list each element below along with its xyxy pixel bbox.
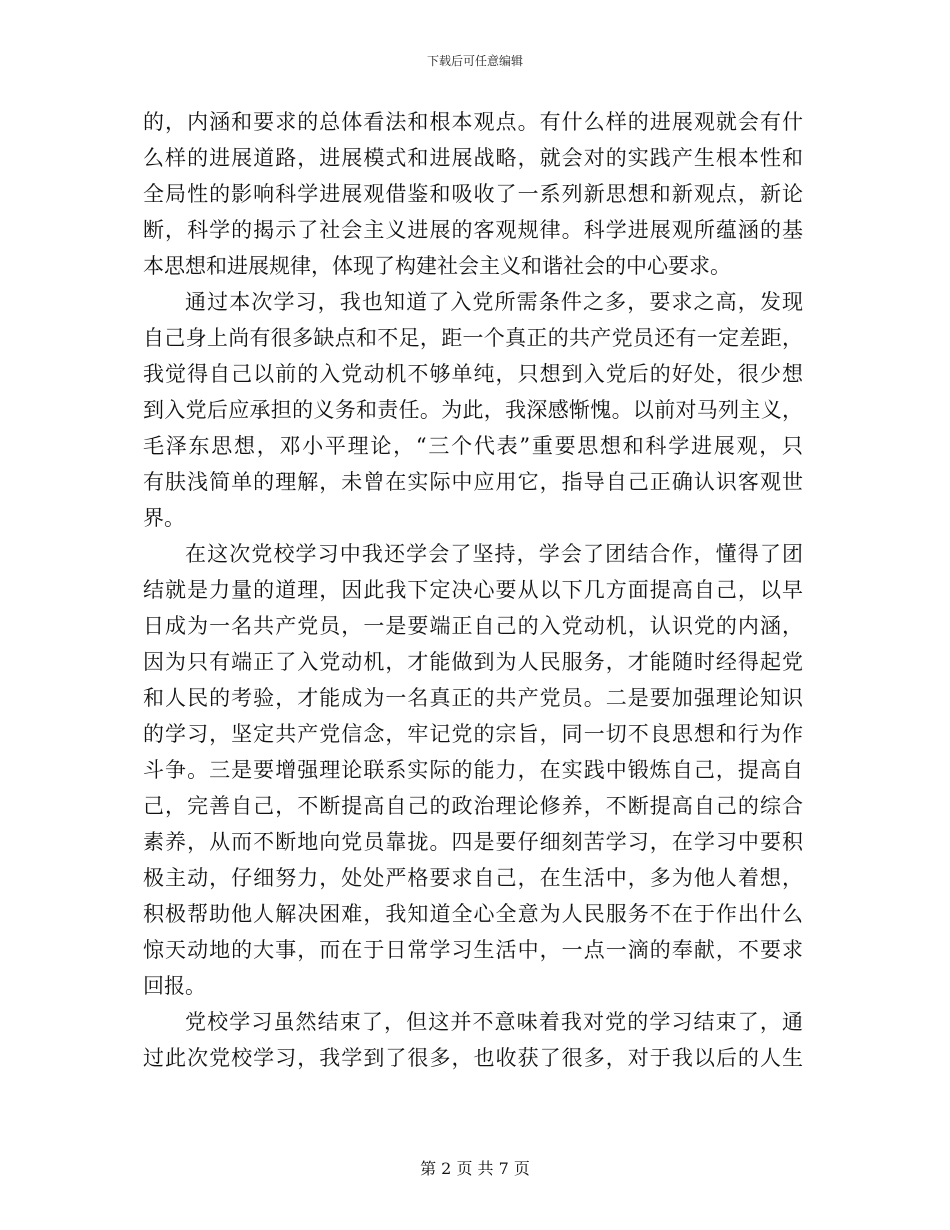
text-line: 己，完善自己，不断提高自己的政治理论修养，不断提高自己的综合 [143,794,803,818]
paragraph-3 [143,536,803,1004]
text-line: 惊天动地的大事，而在于日常学习生活中，一点一滴的奉献，不要求 [143,938,803,962]
text-line: 回报。 [143,974,206,998]
text-line: 全局性的影响科学进展观借鉴和吸收了一系列新思想和新观点，新论 [143,182,803,206]
text-line: 的，内涵和要求的总体看法和根本观点。有什么样的进展观就会有什 [143,110,803,134]
page-header: 下载后可任意编辑 [426,54,523,68]
text-line: 有肤浅简单的理解，未曾在实际中应用它，指导自己正确认识客观世 [143,470,803,494]
text-line: 的学习，坚定共产党信念，牢记党的宗旨，同一切不良思想和行为作 [143,722,803,746]
text-line: 到入党后应承担的义务和责任。为此，我深感惭愧。以前对马列主义， [143,398,803,422]
text-line: 极主动，仔细努力，处处严格要求自己，在生活中，多为他人着想， [143,866,803,890]
text-line: 和人民的考验，才能成为一名真正的共产党员。二是要加强理论知识 [143,686,803,710]
document-body [143,104,803,1076]
text-line: 斗争。三是要增强理论联系实际的能力，在实践中锻炼自己，提高自 [143,758,803,782]
text-line: 素养，从而不断地向党员靠拢。四是要仔细刻苦学习，在学习中要积 [143,830,803,854]
text-line: 自己身上尚有很多缺点和不足，距一个真正的共产党员还有一定差距， [143,326,803,350]
text-line: 党校学习虽然结束了，但这并不意味着我对党的学习结束了，通 [185,1010,803,1034]
text-line: 通过本次学习，我也知道了入党所需条件之多，要求之高，发现 [185,290,803,314]
text-line: 么样的进展道路，进展模式和进展战略，就会对的实践产生根本性和 [143,146,803,170]
text-line: 我觉得自己以前的入党动机不够单纯，只想到入党后的好处，很少想 [143,362,803,386]
paragraph-1 [143,104,803,284]
page-footer: 第 2 页 共 7 页 [420,1159,530,1178]
text-line: 断，科学的揭示了社会主义进展的客观规律。科学进展观所蕴涵的基 [143,218,803,242]
text-line: 在这次党校学习中我还学会了坚持，学会了团结合作，懂得了团 [185,542,803,566]
text-line: 界。 [143,506,185,530]
text-line: 积极帮助他人解决困难，我知道全心全意为人民服务不在于作出什么 [143,902,803,926]
text-line: 毛泽东思想，邓小平理论，“三个代表”重要思想和科学进展观，只 [143,434,803,458]
text-line: 过此次党校学习，我学到了很多，也收获了很多，对于我以后的人生 [143,1046,803,1070]
paragraph-4 [143,1004,803,1076]
text-line: 因为只有端正了入党动机，才能做到为人民服务，才能随时经得起党 [143,650,803,674]
text-line: 本思想和进展规律，体现了构建社会主义和谐社会的中心要求。 [143,254,731,278]
text-line: 结就是力量的道理，因此我下定决心要从以下几方面提高自己，以早 [143,578,803,602]
paragraph-2 [143,284,803,536]
text-line: 日成为一名共产党员，一是要端正自己的入党动机，认识党的内涵， [143,614,803,638]
